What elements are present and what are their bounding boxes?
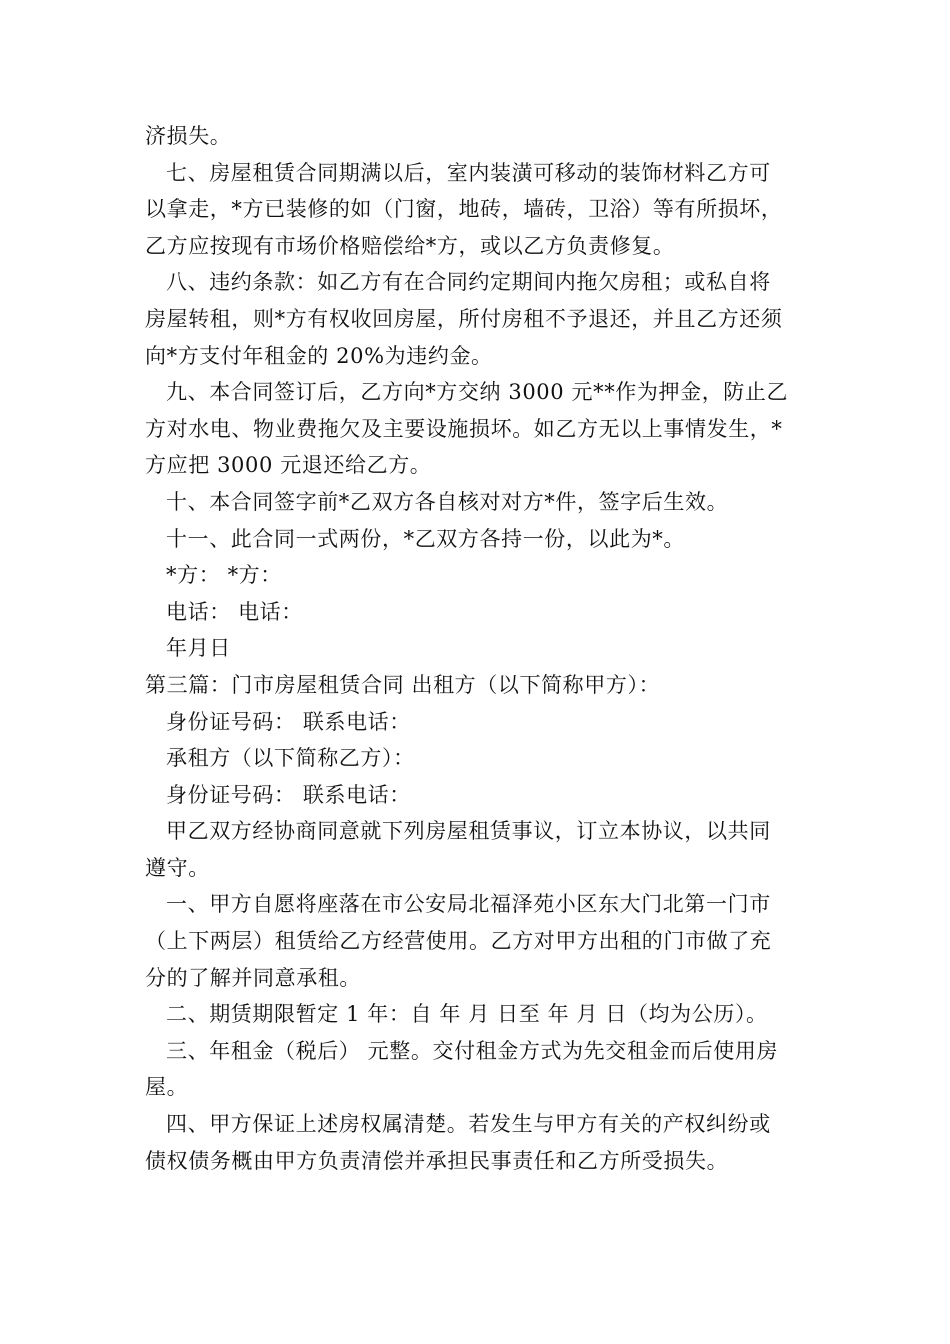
text-line: 遵守。 [145, 855, 210, 880]
text-line: （上下两层）租赁给乙方经营使用。乙方对甲方出租的门市做了充 [145, 929, 772, 954]
text-line: 四、甲方保证上述房权属清楚。若发生与甲方有关的产权纠纷或 [166, 1112, 771, 1137]
text-line: 身份证号码： 联系电话： [166, 782, 411, 807]
text-line: 九、本合同签订后，乙方向*方交纳 3000 元**作为押金，防止乙 [166, 380, 789, 405]
text-line: 房屋转租，则*方有权收回房屋，所付房租不予退还，并且乙方还须 [145, 306, 783, 331]
text-line: 第三篇：门市房屋租赁合同 出租方（以下简称甲方）： [145, 672, 661, 697]
text-line: 分的了解并同意承租。 [145, 965, 361, 990]
text-line: 承租方（以下简称乙方）： [166, 746, 415, 771]
text-line: 电话： 电话： [166, 599, 303, 624]
text-line: 济损失。 [145, 124, 232, 148]
text-line: 二、期赁期限暂定 1 年：自 年 月 日至 年 月 日（均为公历）。 [166, 1002, 768, 1027]
text-line: 方应把 3000 元退还给乙方。 [145, 453, 432, 478]
document-body [145, 118, 810, 1179]
text-line: 甲乙双方经协商同意就下列房屋租赁事议，订立本协议，以共同 [166, 819, 771, 844]
text-line: 乙方应按现有市场价格赔偿给*方，或以乙方负责修复。 [145, 233, 675, 258]
text-line: 身份证号码： 联系电话： [166, 709, 411, 734]
text-line: 年月日 [166, 636, 231, 661]
text-line: 十、本合同签字前*乙双方各自核对对方*件，签字后生效。 [166, 489, 729, 514]
text-line: 以拿走，*方已装修的如（门窗，地砖，墙砖，卫浴）等有所损坏， [145, 197, 783, 222]
text-line: 十一、此合同一式两份，*乙双方各持一份，以此为*。 [166, 526, 685, 551]
text-line: 三、年租金（税后） 元整。交付租金方式为先交租金而后使用房 [166, 1038, 779, 1063]
text-line: 八、违约条款：如乙方有在合同约定期间内拖欠房租；或私自将 [166, 270, 771, 295]
text-line: 一、甲方自愿将座落在市公安局北福泽苑小区东大门北第一门市 [166, 892, 771, 917]
text-line: 方对水电、物业费拖欠及主要设施损坏。如乙方无以上事情发生，* [145, 416, 783, 441]
text-line: 债权债务概由甲方负责清偿并承担民事责任和乙方所受损失。 [145, 1148, 729, 1173]
text-line: 屋。 [145, 1075, 189, 1100]
text-line: 七、房屋租赁合同期满以后，室内装潢可移动的装饰材料乙方可 [166, 160, 771, 185]
text-line: 向*方支付年租金的 20%为违约金。 [145, 343, 493, 368]
text-line: *方： *方： [166, 563, 282, 588]
